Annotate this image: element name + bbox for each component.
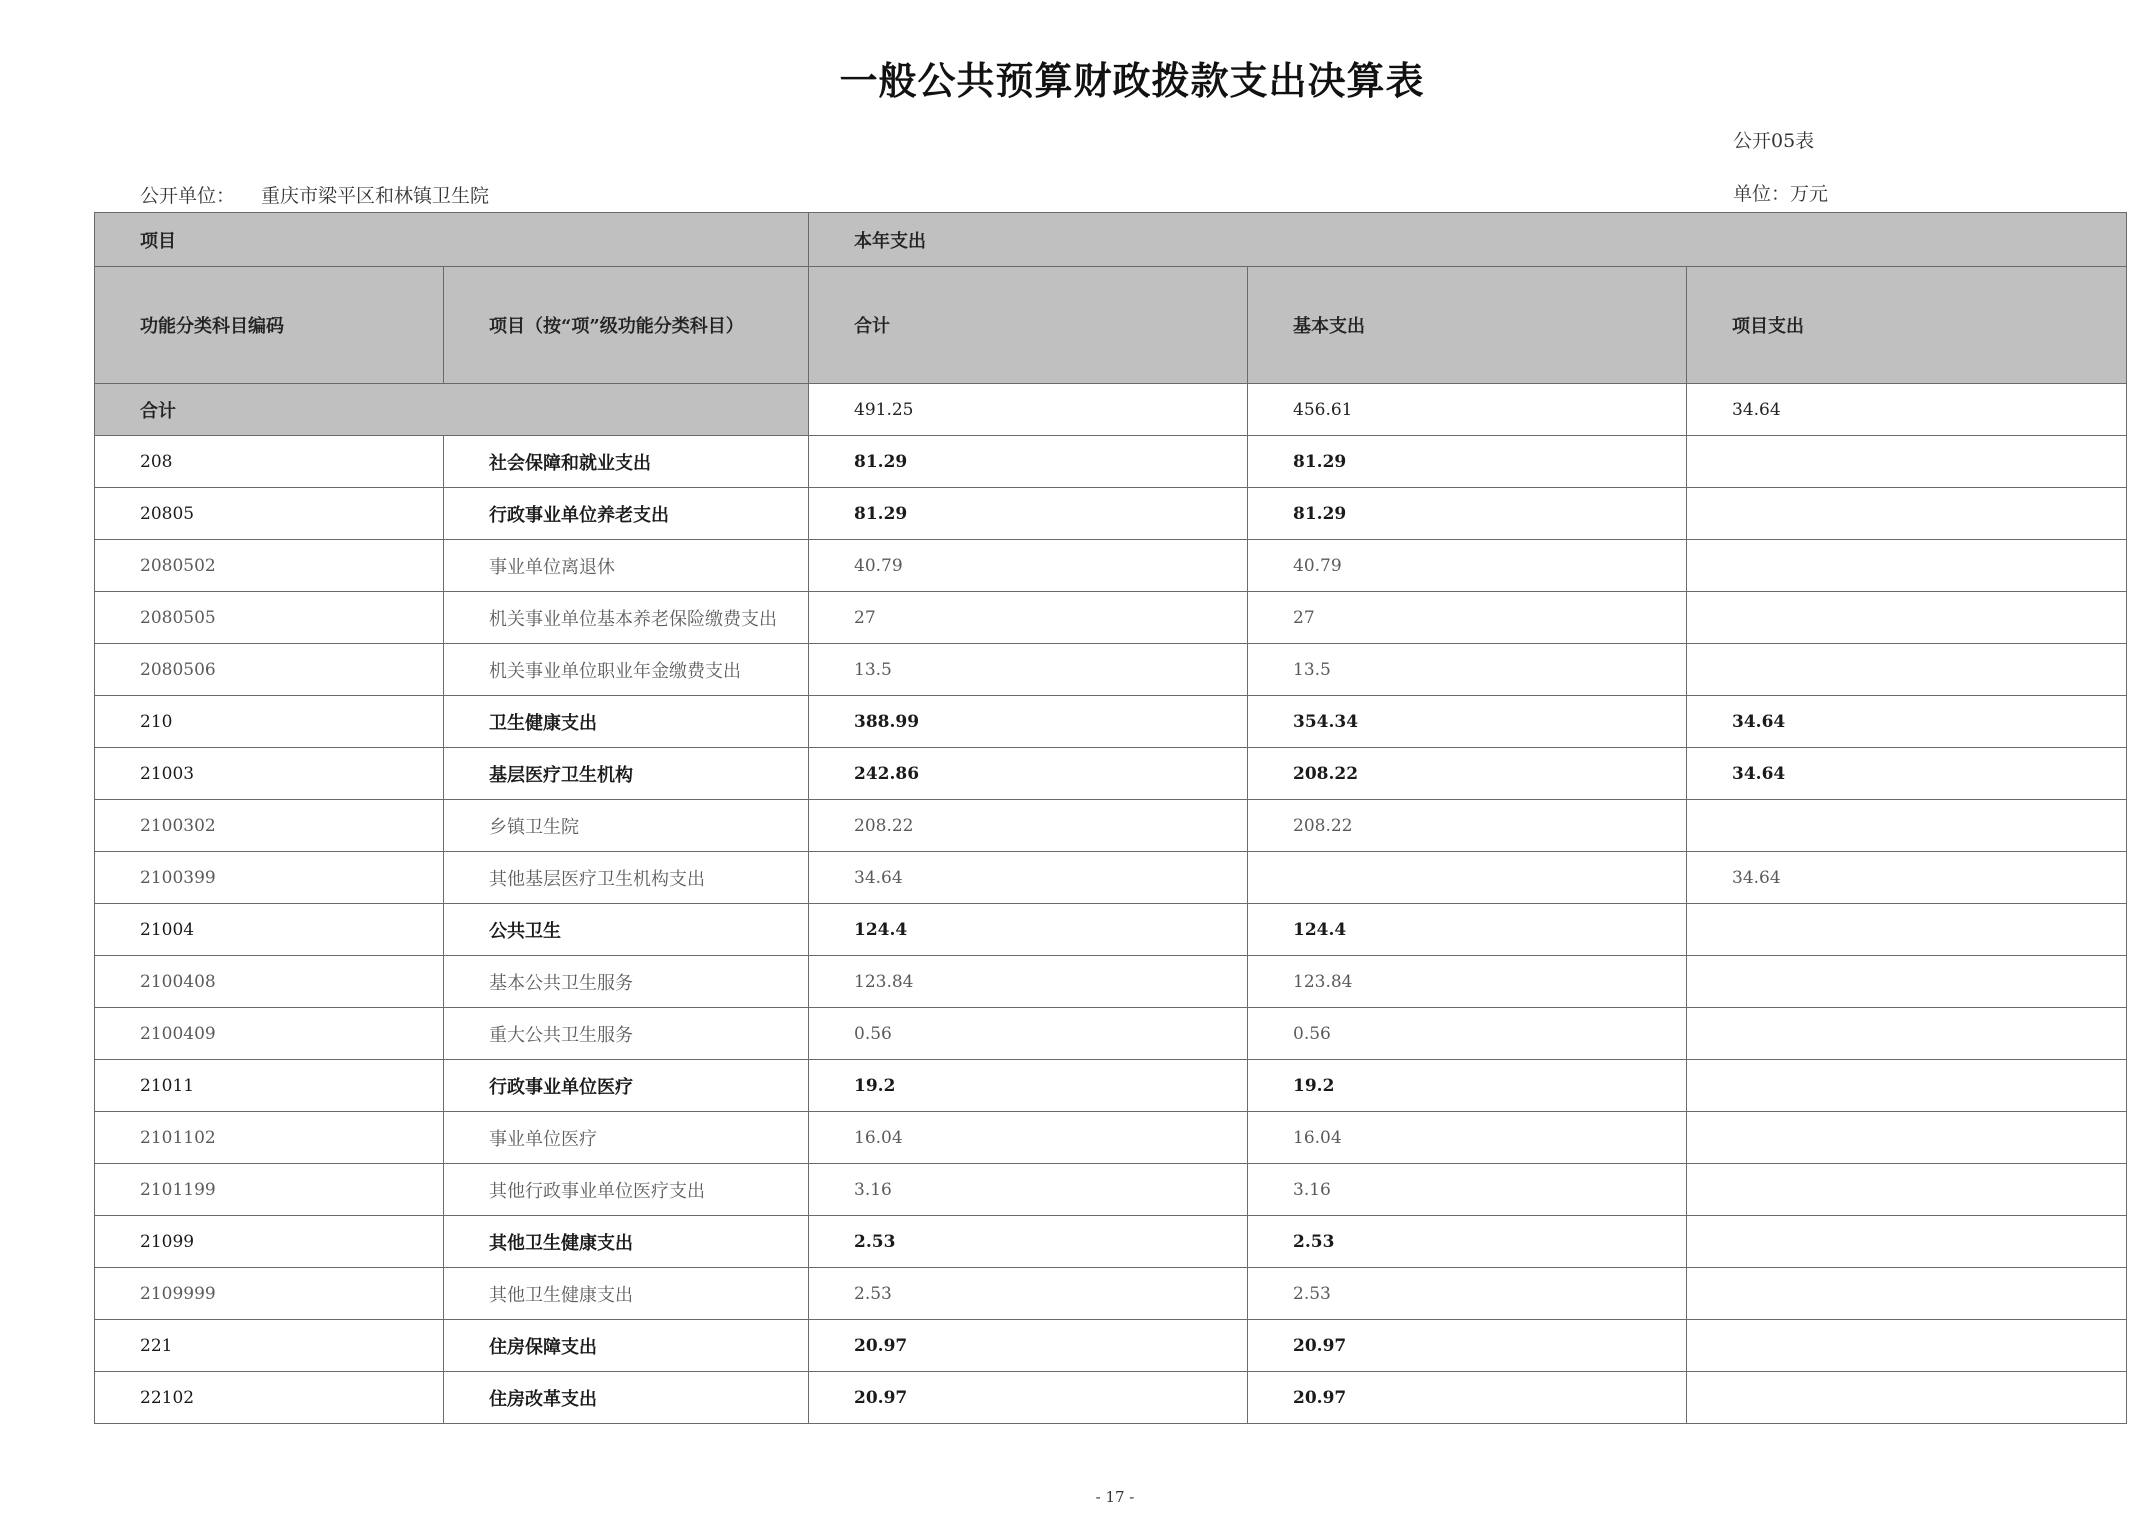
form-number: 公开05表 <box>1733 130 1815 152</box>
project-cell <box>1687 1372 2127 1424</box>
header-item: 项目 <box>95 213 809 267</box>
header-project: 项目支出 <box>1687 267 2127 384</box>
item-name-cell: 基层医疗卫生机构 <box>444 748 809 800</box>
item-name-cell: 公共卫生 <box>444 904 809 956</box>
project-cell <box>1687 488 2127 540</box>
table-row <box>95 800 2127 852</box>
basic-cell: 81.29 <box>1248 488 1687 540</box>
basic-cell: 81.29 <box>1248 436 1687 488</box>
item-name-cell: 重大公共卫生服务 <box>444 1008 809 1060</box>
project-cell: 34.64 <box>1687 852 2127 904</box>
item-name-cell: 其他基层医疗卫生机构支出 <box>444 852 809 904</box>
basic-cell: 3.16 <box>1248 1164 1687 1216</box>
project-cell <box>1687 1216 2127 1268</box>
total-cell: 16.04 <box>809 1112 1248 1164</box>
total-cell: 27 <box>809 592 1248 644</box>
unit-name: 重庆市梁平区和林镇卫生院 <box>261 185 490 207</box>
item-name-cell: 其他行政事业单位医疗支出 <box>444 1164 809 1216</box>
total-cell: 40.79 <box>809 540 1248 592</box>
basic-cell <box>1248 852 1687 904</box>
total-cell: 13.5 <box>809 644 1248 696</box>
total-row <box>95 384 2127 436</box>
code-cell: 2080502 <box>95 540 444 592</box>
table-row <box>95 1268 2127 1320</box>
code-cell: 2100302 <box>95 800 444 852</box>
total-label: 合计 <box>95 384 809 436</box>
project-cell <box>1687 540 2127 592</box>
project-cell: 34.64 <box>1687 748 2127 800</box>
total-cell: 34.64 <box>809 852 1248 904</box>
total-cell: 123.84 <box>809 956 1248 1008</box>
item-name-cell: 住房保障支出 <box>444 1320 809 1372</box>
header-basic: 基本支出 <box>1248 267 1687 384</box>
total-cell: 81.29 <box>809 436 1248 488</box>
basic-cell: 20.97 <box>1248 1320 1687 1372</box>
total-cell: 20.97 <box>809 1320 1248 1372</box>
project-cell <box>1687 1060 2127 1112</box>
table-row <box>95 1164 2127 1216</box>
table-row <box>95 956 2127 1008</box>
total-cell: 2.53 <box>809 1268 1248 1320</box>
table-row <box>95 748 2127 800</box>
project-cell <box>1687 800 2127 852</box>
code-cell: 2080506 <box>95 644 444 696</box>
item-name-cell: 行政事业单位养老支出 <box>444 488 809 540</box>
total-cell: 3.16 <box>809 1164 1248 1216</box>
total-cell: 491.25 <box>809 384 1248 436</box>
code-cell: 20805 <box>95 488 444 540</box>
unit-label: 公开单位： <box>140 185 236 207</box>
header-current-year: 本年支出 <box>809 213 2127 267</box>
table-row <box>95 644 2127 696</box>
code-cell: 2100399 <box>95 852 444 904</box>
total-cell: 124.4 <box>809 904 1248 956</box>
total-cell: 19.2 <box>809 1060 1248 1112</box>
code-cell: 21003 <box>95 748 444 800</box>
basic-cell: 0.56 <box>1248 1008 1687 1060</box>
project-cell <box>1687 1320 2127 1372</box>
total-cell: 20.97 <box>809 1372 1248 1424</box>
item-name-cell: 事业单位离退休 <box>444 540 809 592</box>
code-cell: 210 <box>95 696 444 748</box>
total-cell: 208.22 <box>809 800 1248 852</box>
basic-cell: 124.4 <box>1248 904 1687 956</box>
code-cell: 2101102 <box>95 1112 444 1164</box>
table-row <box>95 1320 2127 1372</box>
basic-cell: 2.53 <box>1248 1268 1687 1320</box>
item-name-cell: 机关事业单位基本养老保险缴费支出 <box>444 592 809 644</box>
code-cell: 2101199 <box>95 1164 444 1216</box>
header-code: 功能分类科目编码 <box>95 267 444 384</box>
header-total: 合计 <box>809 267 1248 384</box>
basic-cell: 40.79 <box>1248 540 1687 592</box>
table-row <box>95 696 2127 748</box>
project-cell <box>1687 1268 2127 1320</box>
page-number: - 17 - <box>1095 1488 1135 1506</box>
basic-cell: 208.22 <box>1248 748 1687 800</box>
project-cell <box>1687 592 2127 644</box>
table-row <box>95 436 2127 488</box>
item-name-cell: 其他卫生健康支出 <box>444 1216 809 1268</box>
total-cell: 0.56 <box>809 1008 1248 1060</box>
code-cell: 2109999 <box>95 1268 444 1320</box>
table-row <box>95 1112 2127 1164</box>
item-name-cell: 其他卫生健康支出 <box>444 1268 809 1320</box>
code-cell: 21004 <box>95 904 444 956</box>
total-cell: 388.99 <box>809 696 1248 748</box>
project-cell: 34.64 <box>1687 384 2127 436</box>
project-cell: 34.64 <box>1687 696 2127 748</box>
basic-cell: 19.2 <box>1248 1060 1687 1112</box>
code-cell: 221 <box>95 1320 444 1372</box>
item-name-cell: 基本公共卫生服务 <box>444 956 809 1008</box>
project-cell <box>1687 436 2127 488</box>
item-name-cell: 行政事业单位医疗 <box>444 1060 809 1112</box>
project-cell <box>1687 1112 2127 1164</box>
table-row <box>95 592 2127 644</box>
item-name-cell: 机关事业单位职业年金缴费支出 <box>444 644 809 696</box>
table-row <box>95 540 2127 592</box>
header-columns-row <box>95 267 2127 384</box>
table-row <box>95 1372 2127 1424</box>
table-row <box>95 488 2127 540</box>
project-cell <box>1687 644 2127 696</box>
total-cell: 242.86 <box>809 748 1248 800</box>
item-name-cell: 社会保障和就业支出 <box>444 436 809 488</box>
project-cell <box>1687 1008 2127 1060</box>
basic-cell: 20.97 <box>1248 1372 1687 1424</box>
code-cell: 2100408 <box>95 956 444 1008</box>
table-row <box>95 1060 2127 1112</box>
code-cell: 21011 <box>95 1060 444 1112</box>
header-name: 项目（按“项”级功能分类科目） <box>444 267 809 384</box>
item-name-cell: 乡镇卫生院 <box>444 800 809 852</box>
basic-cell: 208.22 <box>1248 800 1687 852</box>
header-group-row <box>95 213 2127 267</box>
code-cell: 2100409 <box>95 1008 444 1060</box>
basic-cell: 123.84 <box>1248 956 1687 1008</box>
item-name-cell: 住房改革支出 <box>444 1372 809 1424</box>
total-cell: 81.29 <box>809 488 1248 540</box>
project-cell <box>1687 1164 2127 1216</box>
code-cell: 21099 <box>95 1216 444 1268</box>
code-cell: 208 <box>95 436 444 488</box>
table-row <box>95 904 2127 956</box>
basic-cell: 2.53 <box>1248 1216 1687 1268</box>
page-title: 一般公共预算财政拨款支出决算表 <box>839 58 1425 103</box>
code-cell: 2080505 <box>95 592 444 644</box>
total-cell: 2.53 <box>809 1216 1248 1268</box>
basic-cell: 354.34 <box>1248 696 1687 748</box>
basic-cell: 27 <box>1248 592 1687 644</box>
code-cell: 22102 <box>95 1372 444 1424</box>
basic-cell: 13.5 <box>1248 644 1687 696</box>
project-cell <box>1687 904 2127 956</box>
expenditure-table <box>94 212 2127 1424</box>
item-name-cell: 卫生健康支出 <box>444 696 809 748</box>
item-name-cell: 事业单位医疗 <box>444 1112 809 1164</box>
currency-unit: 单位：万元 <box>1733 183 1829 205</box>
table-row <box>95 1008 2127 1060</box>
table-row <box>95 1216 2127 1268</box>
basic-cell: 456.61 <box>1248 384 1687 436</box>
basic-cell: 16.04 <box>1248 1112 1687 1164</box>
project-cell <box>1687 956 2127 1008</box>
table-row <box>95 852 2127 904</box>
